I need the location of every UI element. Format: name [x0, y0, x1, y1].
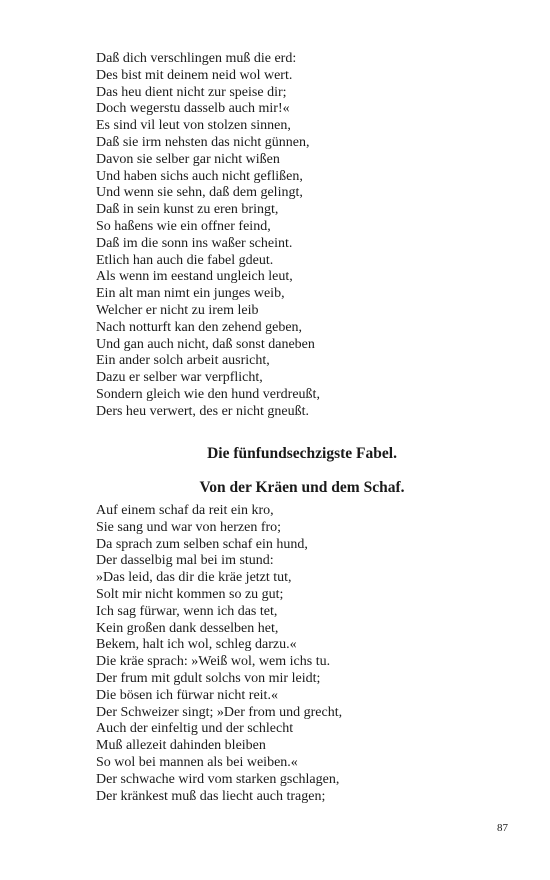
verse-line: Daß dich verschlingen muß die erd: [96, 51, 297, 66]
verse-line: Und haben sichs auch nicht geflißen, [96, 168, 303, 184]
verse-line: Der Schweizer singt; »Der from und grecht, [96, 704, 343, 720]
verse-line: Die kräe sprach: »Weiß wol, wem ichs tu. [96, 654, 331, 670]
verse-line: Das heu dient nicht zur speise dir; [96, 84, 287, 100]
verse-line: Nach notturft kan den zehend geben, [96, 319, 303, 335]
fable-title-heading: Von der Kräen und dem Schaf. [199, 479, 405, 496]
verse-line: Muß allezeit dahinden bleiben [96, 738, 266, 754]
verse-line: Dazu er selber war verpflicht, [96, 370, 263, 386]
verse-block-fable [96, 503, 496, 805]
verse-line: Der dasselbig mal bei im stund: [96, 553, 274, 569]
verse-line: Ein ander solch arbeit ausricht, [96, 353, 270, 369]
verse-line: Daß im die sonn ins waßer scheint. [96, 235, 293, 251]
verse-line: So wol bei mannen als bei weiben.« [96, 754, 298, 770]
verse-line: Ich sag fürwar, wenn ich das tet, [96, 603, 278, 619]
verse-line: Daß sie irm nehsten das nicht günnen, [96, 134, 310, 150]
verse-line: Des bist mit deinem neid wol wert. [96, 67, 293, 83]
verse-line: Der schwache wird vom starken gschlagen, [96, 771, 340, 787]
verse-line: Sondern gleich wie den hund verdreußt, [96, 386, 320, 402]
verse-line: Daß in sein kunst zu eren bringt, [96, 202, 279, 218]
verse-line: Etlich han auch die fabel gdeut. [96, 252, 274, 268]
verse-line: Doch wegerstu dasselb auch mir!« [96, 101, 290, 117]
verse-line: Da sprach zum selben schaf ein hund, [96, 536, 308, 552]
verse-line: Davon sie selber gar nicht wißen [96, 151, 280, 167]
verse-block-continued [96, 51, 496, 421]
verse-line: Und wenn sie sehn, daß dem gelingt, [96, 185, 303, 201]
verse-line: Sie sang und war von herzen fro; [96, 519, 282, 535]
verse-line: Solt mir nicht kommen so zu gut; [96, 586, 284, 602]
verse-line: Die bösen ich fürwar nicht reit.« [96, 687, 278, 703]
verse-line: Und gan auch nicht, daß sonst daneben [96, 336, 315, 352]
verse-line: So haßens wie ein offner feind, [96, 218, 271, 234]
verse-line: Als wenn im eestand ungleich leut, [96, 269, 293, 285]
verse-line: Ein alt man nimt ein junges weib, [96, 286, 285, 302]
verse-line: »Das leid, das dir die kräe jetzt tut, [96, 570, 292, 586]
verse-line: Auf einem schaf da reit ein kro, [96, 503, 274, 518]
verse-line: Welcher er nicht zu irem leib [96, 302, 259, 318]
verse-line: Kein großen dank desselben het, [96, 620, 279, 636]
page-number: 87 [497, 822, 508, 834]
verse-line: Der frum mit gdult solchs von mir leidt; [96, 670, 321, 686]
verse-line: Es sind vil leut von stolzen sinnen, [96, 118, 291, 134]
fable-number-heading: Die fünfundsechzigste Fabel. [207, 445, 397, 462]
verse-line: Ders heu verwert, des er nicht gneußt. [96, 403, 310, 419]
verse-line: Auch der einfeltig und der schlecht [96, 721, 294, 737]
verse-line: Bekem, halt ich wol, schleg darzu.« [96, 637, 297, 653]
verse-line: Der kränkest muß das liecht auch tragen; [96, 788, 326, 804]
